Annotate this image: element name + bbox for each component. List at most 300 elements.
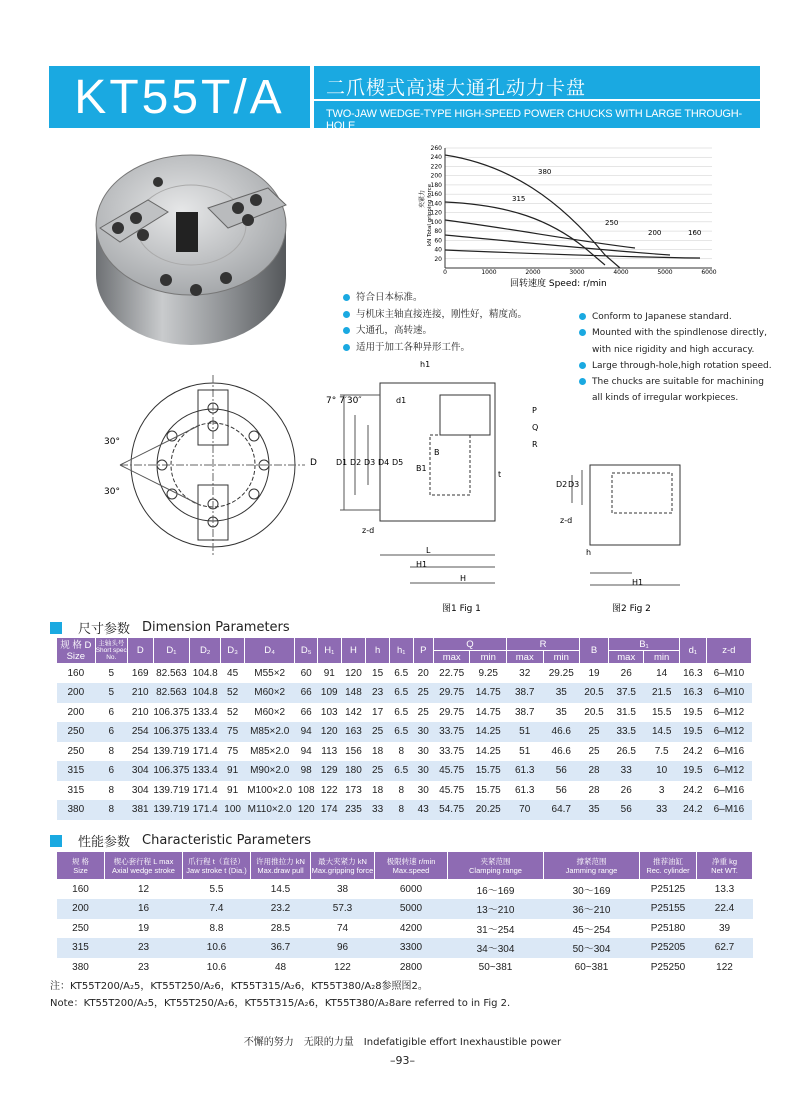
table-cell: 33 xyxy=(644,800,679,820)
table-cell: 160 xyxy=(72,884,89,895)
table-cell: 22.4 xyxy=(697,899,753,919)
feature-en-2: Mounted with the spindlenose directly, xyxy=(578,325,772,341)
col-B1: B₁ xyxy=(609,638,680,651)
col-D3: D₃ xyxy=(221,638,245,664)
model-title: KT55T/A xyxy=(49,66,310,128)
y-tick-label: 220 xyxy=(430,163,442,171)
char-col-header: 爪行程 t（直径） Jaw stroke t (Dia.) xyxy=(183,852,251,880)
table-cell: 23 xyxy=(105,938,183,958)
table-cell: 10.6 xyxy=(183,938,251,958)
title-english: TWO-JAW WEDGE-TYPE HIGH-SPEED POWER CHUCKS WITH LARGE THROUGH-HOLE xyxy=(326,108,742,132)
table-cell: 6–M12 xyxy=(706,761,751,781)
table-cell: 56 xyxy=(609,800,644,820)
table-cell: 25 xyxy=(366,722,390,742)
table-cell: 304 xyxy=(127,761,153,781)
x-tick-label: 0 xyxy=(443,269,447,276)
table-cell: 8 xyxy=(95,800,127,820)
table-cell: 315 xyxy=(57,761,96,781)
table-cell: 26 xyxy=(620,668,632,679)
table-cell: 3300 xyxy=(375,938,448,958)
table-cell: 14.75 xyxy=(470,683,507,703)
table-cell: 20.5 xyxy=(584,706,604,718)
table-cell: 14.25 xyxy=(470,722,507,742)
table-cell: 30 xyxy=(417,745,429,757)
char-col-header: 净重 kg Net WT. xyxy=(697,852,753,880)
table-cell: M60×2 xyxy=(254,706,286,718)
table-row xyxy=(57,919,753,939)
section-view-fig2 xyxy=(552,455,702,617)
table-cell: 17 xyxy=(372,706,384,718)
table-cell: 250 xyxy=(67,745,85,757)
table-cell: 180 xyxy=(341,761,366,781)
table-cell: 171.4 xyxy=(190,800,221,820)
char-col-header: 楔心套行程 L max Axial wedge stroke xyxy=(105,852,183,880)
char-col-header: 极限转速 r/min Max.speed xyxy=(375,852,448,880)
y-tick-label: 200 xyxy=(430,172,442,180)
table-cell: 108 xyxy=(297,784,315,796)
col-R-max: max xyxy=(506,651,543,664)
table-cell: 14.5 xyxy=(644,722,679,742)
fig2-dim-z-d: z-d xyxy=(560,516,573,525)
y-tick-label: 20 xyxy=(434,255,442,263)
col-D2: D₂ xyxy=(190,638,221,664)
col-Q-max: max xyxy=(433,651,470,664)
table-cell: 70 xyxy=(506,800,543,820)
table-cell: 169 xyxy=(131,668,149,679)
col-d1: d₁ xyxy=(679,638,706,664)
table-cell: 8 xyxy=(398,745,404,757)
table-cell: 139.719 xyxy=(153,800,190,820)
table-cell: 6.5 xyxy=(394,706,409,718)
table-cell: 6 xyxy=(95,722,127,742)
dim-h1: h1 xyxy=(420,360,431,369)
col-h: h xyxy=(366,638,390,664)
table-cell: 25 xyxy=(417,706,429,718)
table-cell: 7.4 xyxy=(183,899,251,919)
table-cell: 22.75 xyxy=(439,668,465,679)
table-cell: 75 xyxy=(227,745,239,757)
table-cell: 8 xyxy=(108,784,115,796)
table-cell: 21.5 xyxy=(644,683,679,703)
table-cell: 6–M12 xyxy=(713,706,745,718)
y-tick-label: 240 xyxy=(430,154,442,162)
angle-label-bottom: 30° xyxy=(104,487,120,497)
table-cell: 148 xyxy=(341,683,366,703)
table-cell: 16～169 xyxy=(476,886,515,897)
table-cell: 3 xyxy=(658,784,665,796)
col-spindle: 主轴头号 Short spec No. xyxy=(95,638,127,664)
col-H1: H₁ xyxy=(317,638,341,664)
dimension-table xyxy=(56,637,752,820)
col-z-d: z-d xyxy=(706,638,751,664)
y-axis-label-en: kN Total gripping force xyxy=(427,183,433,246)
table-cell: 19 xyxy=(137,922,150,934)
table-cell: 35 xyxy=(555,706,567,718)
feature-en-4b: all kinds of irregular workpieces. xyxy=(592,393,739,404)
table-cell: 19.5 xyxy=(679,761,706,781)
table-cell: 33 xyxy=(609,761,644,781)
dim-D2: D2 xyxy=(350,458,362,467)
table-cell: 120 xyxy=(295,800,318,820)
table-cell: 9.25 xyxy=(478,668,498,679)
table-cell: M55×2 xyxy=(254,668,286,679)
y-tick-label: 100 xyxy=(430,218,442,226)
title-banner xyxy=(314,66,760,132)
series-label-250: 250 xyxy=(605,219,619,227)
table-cell: 56 xyxy=(555,784,567,796)
table-cell: 254 xyxy=(131,745,149,757)
table-cell: M85×2.0 xyxy=(244,722,294,742)
dim-D5: D5 xyxy=(392,458,404,467)
table-cell: 50～304 xyxy=(544,938,640,958)
table-cell: 160 xyxy=(67,668,85,679)
table-row xyxy=(57,683,752,703)
table-cell: 34～304 xyxy=(448,938,544,958)
table-cell: 171.4 xyxy=(192,745,218,757)
table-cell: 45～254 xyxy=(572,924,611,936)
table-cell: 29.25 xyxy=(548,668,574,679)
table-cell: 29.75 xyxy=(433,683,470,703)
table-cell: 133.4 xyxy=(192,706,218,718)
feature-cn-3: 大通孔，高转速。 xyxy=(342,323,527,340)
table-cell: 20.5 xyxy=(580,683,609,703)
table-cell: 5000 xyxy=(375,899,448,919)
front-view-drawing xyxy=(100,370,320,560)
section-view-fig1 xyxy=(300,355,550,617)
table-cell: M85×2.0 xyxy=(250,745,290,757)
table-cell: 380 xyxy=(72,961,89,973)
col-H: H xyxy=(341,638,366,664)
table-cell: 315 xyxy=(67,784,85,796)
features-en xyxy=(578,309,772,407)
table-row xyxy=(57,781,752,801)
table-cell: 122 xyxy=(716,961,733,973)
fig2-dim-H1: H1 xyxy=(632,578,644,587)
table-cell: 8 xyxy=(108,745,115,757)
table-cell: 15.5 xyxy=(651,706,672,718)
dim-D3: D3 xyxy=(364,458,376,467)
table-cell: 54.75 xyxy=(433,800,470,820)
table-cell: 38.7 xyxy=(506,683,543,703)
table-cell: 60~381 xyxy=(574,961,609,973)
table-cell: 33.75 xyxy=(439,745,465,757)
char-col-header: 规 格 Size xyxy=(57,852,105,880)
table-cell: 10.6 xyxy=(206,961,227,973)
taper-label: 7° 7′30″ xyxy=(326,396,362,406)
table-row xyxy=(57,722,752,742)
table-cell: 31.5 xyxy=(616,706,636,718)
table-cell: 14 xyxy=(656,668,668,679)
table-cell: 6000 xyxy=(399,884,423,895)
y-tick-label: 60 xyxy=(434,237,442,245)
col-D: D xyxy=(127,638,153,664)
table-cell: 24.2 xyxy=(683,745,703,757)
table-cell: 106.375 xyxy=(153,722,190,742)
table-cell: 52 xyxy=(221,683,245,703)
table-cell: 82.563 xyxy=(153,683,190,703)
char-col-header: 推荐油缸 Rec. cylinder xyxy=(640,852,697,880)
table-cell: 16.3 xyxy=(679,683,706,703)
col-P: P xyxy=(413,638,433,664)
table-row xyxy=(57,880,753,900)
table-cell: P25180 xyxy=(650,922,686,934)
table-cell: 133.4 xyxy=(190,722,221,742)
section-marker xyxy=(50,835,62,847)
table-cell: 15.75 xyxy=(470,761,507,781)
characteristic-section-title: 性能参数 Characteristic Parameters xyxy=(50,831,311,850)
table-cell: 30～169 xyxy=(572,886,611,897)
title-divider xyxy=(314,99,760,101)
char-col-header: 夹紧范围 Clamping range xyxy=(448,852,544,880)
table-cell: 52 xyxy=(227,706,239,718)
table-cell: 33 xyxy=(366,800,390,820)
x-tick-label: 3000 xyxy=(569,269,585,276)
table-cell: 106.375 xyxy=(153,761,190,781)
title-chinese: 二爪楔式高速大通孔动力卡盘 xyxy=(326,77,587,99)
table-cell: 6.5 xyxy=(394,668,409,679)
table-cell: 98 xyxy=(295,761,318,781)
table-cell: 122 xyxy=(320,784,338,796)
table-cell: 24.2 xyxy=(679,800,706,820)
table-cell: 2800 xyxy=(399,961,423,973)
table-cell: 28 xyxy=(588,784,600,796)
table-cell: 5.5 xyxy=(209,884,224,895)
x-axis-label: 回转速度 Speed: r/min xyxy=(510,279,607,289)
dim-D4: D4 xyxy=(378,458,390,467)
col-B: B xyxy=(580,638,609,664)
table-cell: 6.5 xyxy=(389,722,413,742)
table-cell: 210 xyxy=(127,683,153,703)
fig2-dim-D3: D3 xyxy=(568,480,580,489)
table-cell: 23 xyxy=(366,683,390,703)
table-cell: 62.7 xyxy=(697,938,753,958)
y-tick-label: 260 xyxy=(430,145,442,152)
note-cn: 注：KT55T200/A₂5，KT55T250/A₂6，KT55T315/A₂6，KT55T380/A₂8参照图2。 xyxy=(50,981,428,992)
page-number: –93– xyxy=(390,1054,415,1067)
table-cell: 15.75 xyxy=(475,784,501,796)
table-cell: 96 xyxy=(311,938,375,958)
col-size: 规 格 D Size xyxy=(57,638,96,664)
table-cell: 19.5 xyxy=(683,706,703,718)
table-row xyxy=(57,899,753,919)
char-col-header: 最大夹紧力 kN Max.gripping force xyxy=(311,852,375,880)
table-cell: P25205 xyxy=(640,938,697,958)
table-cell: 109 xyxy=(317,683,341,703)
table-cell: 122 xyxy=(334,961,351,973)
dim-d1: d1 xyxy=(396,396,407,405)
table-cell: 13.3 xyxy=(714,884,735,895)
feature-cn-4: 适用于加工各种异形工件。 xyxy=(342,340,527,357)
table-cell: 304 xyxy=(131,784,149,796)
table-cell: 94 xyxy=(300,745,312,757)
table-cell: 103 xyxy=(320,706,338,718)
table-cell: 163 xyxy=(341,722,366,742)
col-Q: Q xyxy=(433,638,506,651)
table-cell: 113 xyxy=(321,745,338,757)
col-D4: D₄ xyxy=(244,638,294,664)
table-cell: 38.7 xyxy=(515,706,535,718)
table-cell: 66 xyxy=(295,683,318,703)
dim-B1: B1 xyxy=(416,464,427,473)
x-tick-label: 6000 xyxy=(701,269,717,276)
table-row xyxy=(57,742,752,762)
table-cell: 250 xyxy=(57,722,96,742)
table-cell: 29.75 xyxy=(439,706,465,718)
table-cell: 129 xyxy=(317,761,341,781)
x-tick-label: 4000 xyxy=(613,269,629,276)
feature-cn-2: 与机床主轴直接连接，刚性好，精度高。 xyxy=(342,307,527,324)
table-cell: 74 xyxy=(336,922,349,934)
table-cell: 235 xyxy=(341,800,366,820)
table-cell: 18 xyxy=(372,784,384,796)
table-cell: 6–M12 xyxy=(706,722,751,742)
y-tick-label: 40 xyxy=(434,246,442,254)
table-cell: 142 xyxy=(345,706,362,718)
feature-en-3: Large through-hole,high rotation speed. xyxy=(578,358,772,374)
table-cell: 43 xyxy=(413,800,433,820)
fig2-dim-D2: D2 xyxy=(556,480,568,489)
table-cell: 139.719 xyxy=(153,784,190,796)
table-cell: 37.5 xyxy=(609,683,644,703)
table-cell: 33.5 xyxy=(609,722,644,742)
table-cell: P25125 xyxy=(650,884,686,895)
table-cell: M90×2.0 xyxy=(244,761,294,781)
table-cell: 156 xyxy=(345,745,362,757)
y-tick-label: 180 xyxy=(430,181,442,189)
char-col-header: 许用推拉力 kN Max.draw pull xyxy=(251,852,311,880)
table-row xyxy=(57,800,752,820)
y-tick-label: 80 xyxy=(434,228,442,236)
dim-P: P xyxy=(532,406,537,415)
gripping-force-chart xyxy=(420,140,720,290)
y-axis-label-cn: 夹紧力 xyxy=(419,189,426,208)
table-cell: 33.75 xyxy=(433,722,470,742)
table-cell: 8 xyxy=(398,784,404,796)
table-cell: 91 xyxy=(221,761,245,781)
table-cell: 8.8 xyxy=(209,922,224,934)
x-tick-label: 1000 xyxy=(481,269,497,276)
col-D5: D₅ xyxy=(295,638,318,664)
dim-Q: Q xyxy=(532,423,539,432)
table-cell: 32 xyxy=(519,668,531,679)
table-cell: 380 xyxy=(57,800,96,820)
table-cell: 45.75 xyxy=(433,761,470,781)
table-cell: 64.7 xyxy=(543,800,580,820)
table-cell: 25 xyxy=(366,761,390,781)
section-marker xyxy=(50,622,62,634)
series-label-160: 160 xyxy=(688,229,702,237)
fig1-caption: 图1 Fig 1 xyxy=(442,604,481,614)
table-cell: 19 xyxy=(588,668,600,679)
y-tick-label: 160 xyxy=(430,191,442,199)
dim-B: B xyxy=(434,448,440,457)
col-D1: D₁ xyxy=(153,638,190,664)
table-cell: 56 xyxy=(543,761,580,781)
table-cell: 45 xyxy=(227,668,239,679)
col-B1-max: max xyxy=(609,651,644,664)
table-cell: M100×2.0 xyxy=(247,784,293,796)
table-cell: 6–M16 xyxy=(713,745,745,757)
table-cell: 60 xyxy=(300,668,312,679)
table-cell: 51 xyxy=(519,745,531,757)
table-cell: 10 xyxy=(644,761,679,781)
table-cell: 48 xyxy=(274,961,287,973)
table-cell: 133.4 xyxy=(190,761,221,781)
col-B1-min: min xyxy=(644,651,679,664)
table-cell: 315 xyxy=(57,938,105,958)
char-col-header: 撑紧范围 Jamming range xyxy=(544,852,640,880)
table-cell: 14.75 xyxy=(475,706,501,718)
table-cell: 6 xyxy=(95,761,127,781)
fig2-dim-h: h xyxy=(586,548,592,557)
table-cell: 20.25 xyxy=(470,800,507,820)
dim-D1: D1 xyxy=(336,458,348,467)
table-row xyxy=(57,958,753,978)
table-cell: 50~381 xyxy=(478,961,513,973)
table-cell: 16 xyxy=(105,899,183,919)
table-cell: 4200 xyxy=(399,922,423,934)
characteristic-table xyxy=(56,851,753,977)
chuck-photo xyxy=(88,150,293,350)
table-cell: 6.5 xyxy=(389,683,413,703)
table-cell: 14.25 xyxy=(475,745,501,757)
y-tick-label: 120 xyxy=(430,209,442,217)
table-cell: 28.5 xyxy=(270,922,291,934)
feature-cn-1: 符合日本标准。 xyxy=(342,290,527,307)
table-cell: 18 xyxy=(372,745,384,757)
dim-L: L xyxy=(426,546,431,555)
table-cell: 6–M10 xyxy=(713,668,745,679)
table-row xyxy=(57,703,752,723)
dimension-section-title: 尺寸参数 Dimension Parameters xyxy=(50,618,290,637)
dim-H1: H1 xyxy=(416,560,428,569)
table-cell: 6–M16 xyxy=(706,800,751,820)
table-cell: 26.5 xyxy=(616,745,636,757)
curve-200 xyxy=(445,235,670,255)
table-cell: 104.8 xyxy=(192,668,218,679)
table-cell: 13～210 xyxy=(448,899,544,919)
table-cell: 28 xyxy=(580,761,609,781)
y-tick-label: 140 xyxy=(430,200,442,208)
dim-H: H xyxy=(460,574,467,583)
table-cell: 61.3 xyxy=(506,761,543,781)
table-cell: 51 xyxy=(506,722,543,742)
table-cell: 16.3 xyxy=(683,668,703,679)
table-cell: 120 xyxy=(317,722,341,742)
table-cell: 75 xyxy=(221,722,245,742)
table-cell: 6.5 xyxy=(389,761,413,781)
x-tick-label: 2000 xyxy=(525,269,541,276)
table-cell: M60×2 xyxy=(244,683,294,703)
table-cell: 200 xyxy=(67,706,85,718)
table-cell: 254 xyxy=(127,722,153,742)
table-cell: 36～210 xyxy=(544,899,640,919)
table-cell: 6–M16 xyxy=(713,784,745,796)
table-cell: 8 xyxy=(389,800,413,820)
table-cell: 25 xyxy=(413,683,433,703)
table-cell: 100 xyxy=(221,800,245,820)
table-cell: 45.75 xyxy=(439,784,465,796)
table-cell: 15 xyxy=(372,668,384,679)
table-cell: 139.719 xyxy=(153,745,190,757)
table-cell: 31～254 xyxy=(476,924,515,936)
table-row xyxy=(57,761,752,781)
table-cell: 94 xyxy=(295,722,318,742)
table-cell: 104.8 xyxy=(190,683,221,703)
angle-label-top: 30° xyxy=(104,437,120,447)
table-cell: P25250 xyxy=(650,961,686,973)
table-cell: 35 xyxy=(543,683,580,703)
